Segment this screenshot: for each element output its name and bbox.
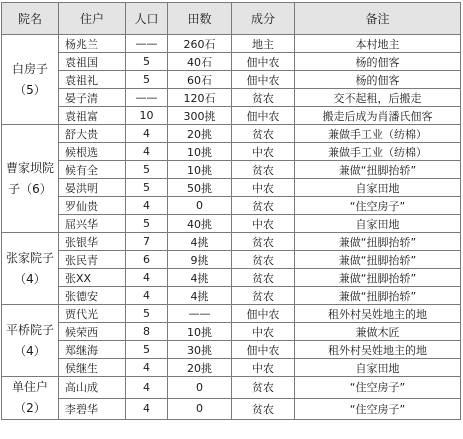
land-amount-cell: 0 xyxy=(168,197,232,215)
class-status-cell: 佃中农 xyxy=(232,71,295,89)
header-yard: 院名 xyxy=(2,3,59,35)
note-cell: 杨的佃客 xyxy=(295,53,461,71)
table-row xyxy=(2,398,461,420)
header-household: 住户 xyxy=(59,3,126,35)
header-class: 成分 xyxy=(232,3,295,35)
class-status-cell: 地主 xyxy=(232,35,295,53)
table-row xyxy=(2,89,461,107)
land-amount-cell: 0 xyxy=(168,398,232,420)
table-row xyxy=(2,107,461,125)
class-status-cell: 佃中农 xyxy=(232,107,295,125)
class-status-cell: 贫农 xyxy=(232,377,295,399)
household-name-cell: 舒大贵 xyxy=(59,125,126,143)
land-amount-cell: 10挑 xyxy=(168,161,232,179)
table-row xyxy=(2,251,461,269)
class-status-cell: 贫农 xyxy=(232,251,295,269)
household-name-cell: 贾代光 xyxy=(59,305,126,323)
note-cell: 兼做手工业（纺棉） xyxy=(295,143,461,161)
note-cell: 兼做“扭脚抬轿” xyxy=(295,287,461,305)
yard-name: 平桥院子（4） xyxy=(2,305,59,377)
land-amount-cell: 60石 xyxy=(168,71,232,89)
population-cell: 4 xyxy=(126,143,168,161)
table-row xyxy=(2,323,461,341)
class-status-cell: 贫农 xyxy=(232,398,295,420)
table-row xyxy=(2,287,461,305)
table-row xyxy=(2,197,461,215)
note-cell: “住空房子” xyxy=(295,377,461,399)
land-amount-cell: 40石 xyxy=(168,53,232,71)
land-amount-cell: 0 xyxy=(168,377,232,399)
header-population: 人口 xyxy=(126,3,168,35)
class-status-cell: 贫农 xyxy=(232,161,295,179)
table-row xyxy=(2,53,461,71)
population-cell: 5 xyxy=(126,179,168,197)
population-cell: 7 xyxy=(126,233,168,251)
table-row xyxy=(2,359,461,377)
note-cell: 兼做手工业（纺棉） xyxy=(295,125,461,143)
class-status-cell: 中农 xyxy=(232,179,295,197)
table-row xyxy=(2,179,461,197)
population-cell: 8 xyxy=(126,323,168,341)
household-name-cell: 高山成 xyxy=(59,377,126,399)
yard-name: 白房子（5） xyxy=(2,35,59,125)
class-status-cell: 贫农 xyxy=(232,269,295,287)
note-cell: 兼做“扭脚抬轿” xyxy=(295,251,461,269)
note-cell: 兼做“扭脚抬轿” xyxy=(295,233,461,251)
table-row xyxy=(2,71,461,89)
household-table xyxy=(1,2,461,420)
population-cell: 5 xyxy=(126,53,168,71)
table-row xyxy=(2,233,461,251)
table-row xyxy=(2,305,461,323)
class-status-cell: 贫农 xyxy=(232,125,295,143)
population-cell: 4 xyxy=(126,269,168,287)
table-row xyxy=(2,215,461,233)
population-cell: 10 xyxy=(126,107,168,125)
class-status-cell: 贫农 xyxy=(232,89,295,107)
table-row xyxy=(2,35,461,53)
land-amount-cell: 30挑 xyxy=(168,341,232,359)
land-amount-cell: 20挑 xyxy=(168,125,232,143)
household-name-cell: 侯继生 xyxy=(59,359,126,377)
population-cell: 5 xyxy=(126,305,168,323)
land-amount-cell: 20挑 xyxy=(168,359,232,377)
note-cell: 自家田地 xyxy=(295,215,461,233)
table-row xyxy=(2,125,461,143)
land-amount-cell: 40挑 xyxy=(168,215,232,233)
population-cell: —— xyxy=(126,35,168,53)
class-status-cell: 佃中农 xyxy=(232,53,295,71)
yard-name: 张家院子（4） xyxy=(2,233,59,305)
household-name-cell: 张银华 xyxy=(59,233,126,251)
class-status-cell: 中农 xyxy=(232,143,295,161)
land-amount-cell: 4挑 xyxy=(168,269,232,287)
table-row xyxy=(2,341,461,359)
household-name-cell: 李碧华 xyxy=(59,398,126,420)
household-name-cell: 张XX xyxy=(59,269,126,287)
class-status-cell: 中农 xyxy=(232,359,295,377)
population-cell: 5 xyxy=(126,161,168,179)
household-name-cell: 候荣西 xyxy=(59,323,126,341)
class-status-cell: 佃中农 xyxy=(232,305,295,323)
header-row xyxy=(2,3,461,35)
household-name-cell: 张德安 xyxy=(59,287,126,305)
population-cell: 6 xyxy=(126,251,168,269)
land-amount-cell: 120石 xyxy=(168,89,232,107)
land-amount-cell: 10挑 xyxy=(168,143,232,161)
yard-name: 曹家坝院子（6） xyxy=(2,125,59,233)
class-status-cell: 佃中农 xyxy=(232,341,295,359)
note-cell: 兼做“扭脚抬轿” xyxy=(295,269,461,287)
land-amount-cell: 50挑 xyxy=(168,179,232,197)
table-body xyxy=(2,35,461,420)
land-amount-cell: 260石 xyxy=(168,35,232,53)
table-row xyxy=(2,143,461,161)
note-cell: 兼做木匠 xyxy=(295,323,461,341)
yard-name: 单住户（2） xyxy=(2,377,59,420)
household-name-cell: 张民青 xyxy=(59,251,126,269)
note-cell: 兼做“扭脚抬轿” xyxy=(295,161,461,179)
class-status-cell: 贫农 xyxy=(232,197,295,215)
note-cell: “住空房子” xyxy=(295,197,461,215)
household-name-cell: 袁祖礼 xyxy=(59,71,126,89)
population-cell: 4 xyxy=(126,287,168,305)
population-cell: —— xyxy=(126,89,168,107)
land-amount-cell: 9挑 xyxy=(168,251,232,269)
household-name-cell: 晏子清 xyxy=(59,89,126,107)
note-cell: 租外村吴姓地主的地 xyxy=(295,305,461,323)
land-amount-cell: 10挑 xyxy=(168,323,232,341)
land-amount-cell: —— xyxy=(168,305,232,323)
household-name-cell: 杨兆兰 xyxy=(59,35,126,53)
household-name-cell: 袁祖国 xyxy=(59,53,126,71)
class-status-cell: 中农 xyxy=(232,215,295,233)
note-cell: 搬走后成为肖潘氏佃客 xyxy=(295,107,461,125)
class-status-cell: 贫农 xyxy=(232,233,295,251)
land-amount-cell: 4挑 xyxy=(168,287,232,305)
note-cell: 杨的佃客 xyxy=(295,71,461,89)
note-cell: “住空房子” xyxy=(295,398,461,420)
note-cell: 本村地主 xyxy=(295,35,461,53)
household-name-cell: 晏洪明 xyxy=(59,179,126,197)
population-cell: 5 xyxy=(126,71,168,89)
population-cell: 4 xyxy=(126,125,168,143)
population-cell: 4 xyxy=(126,377,168,399)
note-cell: 租外村吴姓地主的地 xyxy=(295,341,461,359)
land-amount-cell: 4挑 xyxy=(168,233,232,251)
population-cell: 5 xyxy=(126,215,168,233)
population-cell: 5 xyxy=(126,341,168,359)
header-note: 备注 xyxy=(295,3,461,35)
household-name-cell: 郑继海 xyxy=(59,341,126,359)
class-status-cell: 中农 xyxy=(232,323,295,341)
class-status-cell: 贫农 xyxy=(232,287,295,305)
note-cell: 自家田地 xyxy=(295,179,461,197)
header-land: 田数 xyxy=(168,3,232,35)
household-name-cell: 候有全 xyxy=(59,161,126,179)
household-name-cell: 候根选 xyxy=(59,143,126,161)
population-cell: 4 xyxy=(126,398,168,420)
population-cell: 4 xyxy=(126,197,168,215)
table-row xyxy=(2,269,461,287)
note-cell: 交不起租，后搬走 xyxy=(295,89,461,107)
land-amount-cell: 300挑 xyxy=(168,107,232,125)
population-cell: 4 xyxy=(126,359,168,377)
note-cell: 自家田地 xyxy=(295,359,461,377)
household-name-cell: 罗仙贵 xyxy=(59,197,126,215)
table-row xyxy=(2,377,461,399)
table-row xyxy=(2,161,461,179)
household-name-cell: 屈兴华 xyxy=(59,215,126,233)
household-name-cell: 袁祖富 xyxy=(59,107,126,125)
